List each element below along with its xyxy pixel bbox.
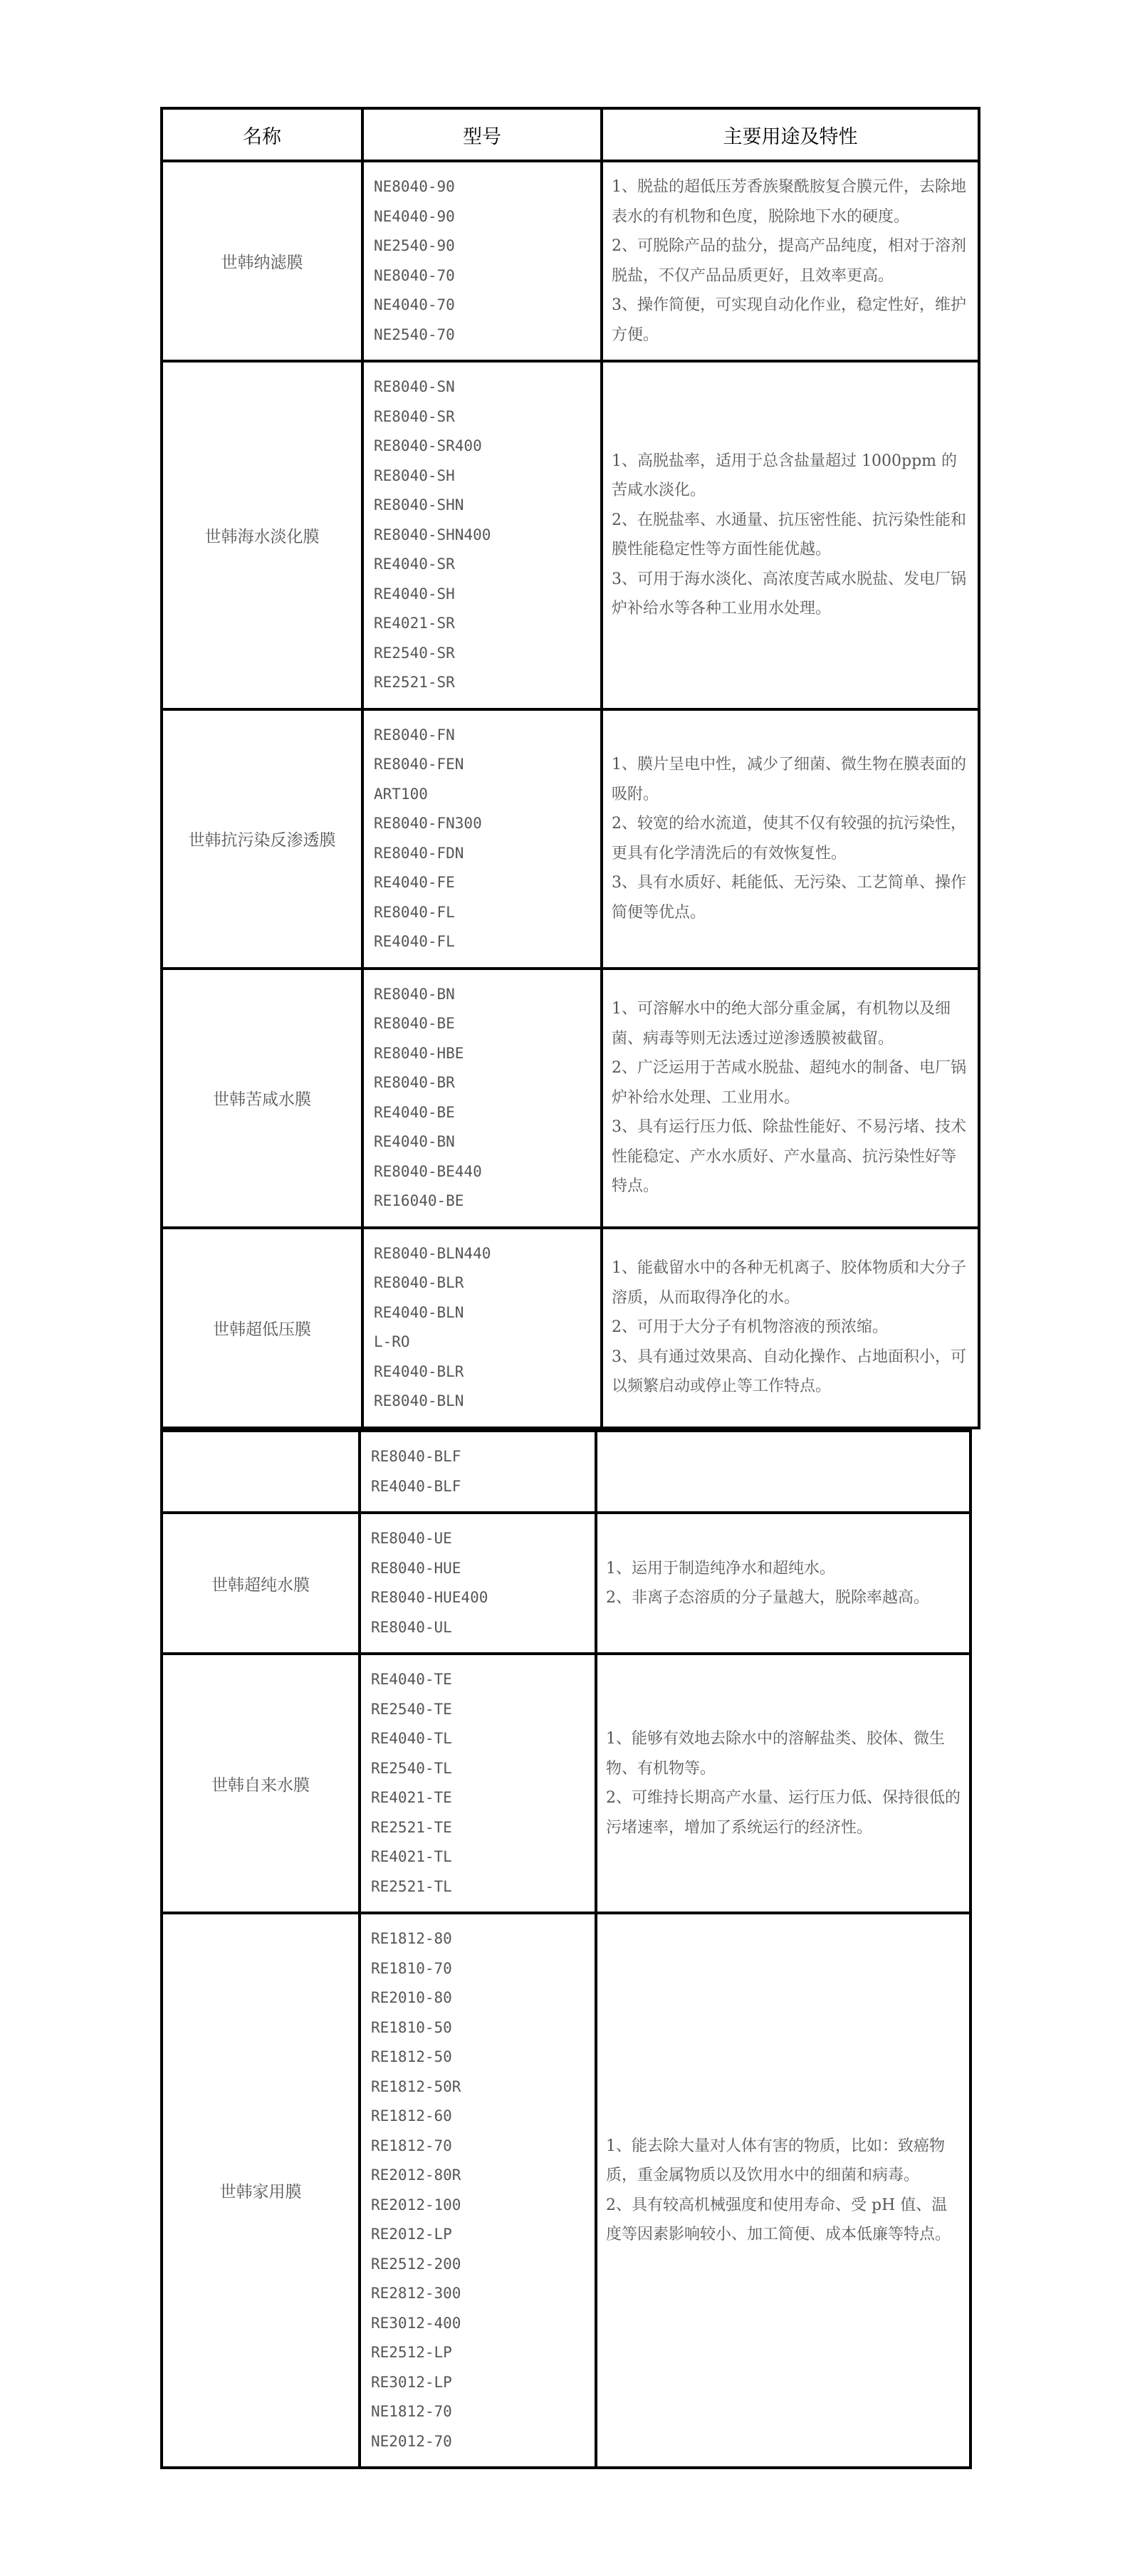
model-number: RE4040-BLF: [371, 1477, 461, 1495]
membrane-table-part-1: [160, 107, 980, 1429]
model-number: RE8040-FDN: [374, 844, 464, 862]
model-list: [360, 1654, 596, 1913]
product-name: [162, 1431, 360, 1513]
table-row: [162, 1654, 971, 1913]
model-number: RE8040-BLN: [374, 1392, 464, 1409]
model-number: RE2010-80: [371, 1989, 452, 2006]
model-number: RE4040-TL: [371, 1730, 452, 1747]
model-number: NE2540-70: [374, 325, 455, 343]
usage-description: [596, 1913, 971, 2468]
usage-point: 2、可维持长期高产水量、运行压力低、保持很低的污堵速率，增加了系统运行的经济性。: [606, 1789, 961, 1837]
model-number: RE2512-200: [371, 2255, 461, 2273]
usage-point: 1、能够有效地去除水中的溶解盐类、胶体、微生物、有机物等。: [606, 1730, 945, 1778]
model-number: RE8040-BR: [374, 1074, 455, 1091]
model-number: RE8040-UE: [371, 1530, 452, 1547]
usage-description: [602, 969, 979, 1228]
model-number: RE4040-BN: [374, 1133, 455, 1150]
usage-description: [596, 1513, 971, 1654]
model-number: RE8040-SN: [374, 378, 455, 395]
model-number: NE4040-90: [374, 207, 455, 225]
table-row: [162, 361, 979, 709]
product-name: 世韩海水淡化膜: [162, 361, 362, 709]
model-number: RE8040-HUE400: [371, 1589, 488, 1606]
model-number: RE16040-BE: [374, 1192, 464, 1209]
model-number: RE1812-50R: [371, 2077, 461, 2095]
usage-point: 2、在脱盐率、水通量、抗压密性能、抗污染性能和膜性能稳定性等方面性能优越。: [612, 511, 966, 559]
model-number: RE4021-TL: [371, 1848, 452, 1865]
model-number: RE2521-TE: [371, 1818, 452, 1836]
table-body-2: [162, 1431, 971, 2468]
model-number: RE3012-400: [371, 2314, 461, 2332]
model-number: RE8040-HUE: [371, 1559, 461, 1577]
product-name: 世韩自来水膜: [162, 1654, 360, 1913]
model-number: RE8040-SR400: [374, 437, 482, 454]
model-number: L-RO: [374, 1333, 410, 1350]
model-number: RE2540-SR: [374, 644, 455, 662]
model-number: NE1812-70: [371, 2403, 452, 2420]
table-row: [162, 1913, 971, 2468]
model-list: [362, 361, 602, 709]
model-number: RE8040-HBE: [374, 1044, 464, 1062]
model-number: RE2540-TL: [371, 1759, 452, 1777]
usage-description: [596, 1654, 971, 1913]
table-row: [162, 1513, 971, 1654]
model-list: [362, 1228, 602, 1428]
membrane-table-part-2: [160, 1429, 972, 2469]
usage-description: [596, 1431, 971, 1513]
model-number: RE8040-BE440: [374, 1162, 482, 1180]
model-list: [362, 969, 602, 1228]
model-number: RE4021-SR: [374, 615, 455, 632]
model-number: RE1812-50: [371, 2048, 452, 2065]
usage-point: 2、较宽的给水流道，使其不仅有较强的抗污染性，更具有化学清洗后的有效恢复性。: [612, 815, 966, 862]
model-number: RE8040-BLF: [371, 1448, 461, 1465]
header-model: 型号: [362, 108, 602, 161]
model-number: RE8040-BN: [374, 985, 455, 1003]
usage-point: 2、可用于大分子有机物溶液的预浓缩。: [612, 1318, 888, 1337]
model-number: RE2540-TE: [371, 1700, 452, 1718]
table-row: [162, 709, 979, 969]
usage-point: 3、可用于海水淡化、高浓度苦咸水脱盐、发电厂锅炉补给水等各种工业用水处理。: [612, 570, 966, 618]
model-number: RE4021-TE: [371, 1789, 452, 1806]
model-number: RE4040-BLN: [374, 1303, 464, 1321]
model-number: RE8040-SHN: [374, 496, 464, 513]
model-number: RE1812-60: [371, 2107, 452, 2124]
usage-description: [602, 709, 979, 969]
model-number: RE8040-FEN: [374, 756, 464, 773]
model-number: RE8040-BE: [374, 1015, 455, 1032]
model-number: RE2012-80R: [371, 2166, 461, 2184]
product-name: 世韩抗污染反渗透膜: [162, 709, 362, 969]
model-number: RE8040-FN: [374, 726, 455, 744]
model-number: RE4040-TE: [371, 1671, 452, 1688]
model-list: [360, 1431, 596, 1513]
table-row: [162, 1228, 979, 1428]
model-number: RE8040-BLN440: [374, 1244, 491, 1262]
model-number: RE2521-SR: [374, 674, 455, 691]
table-row: [162, 969, 979, 1228]
usage-point: 3、具有运行压力低、除盐性能好、不易污堵、技术性能稳定、产水水质好、产水量高、抗污染性好等特点。: [612, 1118, 966, 1196]
usage-description: [602, 1228, 979, 1428]
usage-point: 1、能去除大量对人体有害的物质，比如：致癌物质，重金属物质以及饮用水中的细菌和病毒。: [606, 2137, 945, 2184]
model-list: [360, 1913, 596, 2468]
model-number: NE4040-70: [374, 296, 455, 313]
model-number: NE2540-90: [374, 237, 455, 254]
model-number: RE8040-SH: [374, 466, 455, 484]
model-list: [362, 161, 602, 361]
product-name: 世韩超低压膜: [162, 1228, 362, 1428]
usage-point: 3、操作简便，可实现自动化作业，稳定性好，维护方便。: [612, 296, 966, 344]
model-number: RE8040-SR: [374, 407, 455, 425]
model-number: RE4040-FL: [374, 933, 455, 950]
usage-point: 2、非离子态溶质的分子量越大，脱除率越高。: [606, 1589, 929, 1607]
table-row: [162, 1431, 971, 1513]
usage-point: 2、具有较高机械强度和使用寿命、受 pH 值、温度等因素影响较小、加工简便、成本低廉等特点。: [606, 2196, 951, 2243]
usage-point: 1、可溶解水中的绝大部分重金属，有机物以及细菌、病毒等则无法透过逆渗透膜被截留。: [612, 1000, 951, 1048]
usage-point: 3、具有通过效果高、自动化操作、占地面积小，可以频繁启动或停止等工作特点。: [612, 1347, 966, 1396]
product-name: 世韩家用膜: [162, 1913, 360, 2468]
usage-point: 3、具有水质好、耗能低、无污染、工艺简单、操作简便等优点。: [612, 874, 966, 922]
model-number: RE8040-SHN400: [374, 526, 491, 543]
model-number: RE3012-LP: [371, 2373, 452, 2391]
usage-point: 1、高脱盐率，适用于总含盐量超过 1000ppm 的苦咸水淡化。: [612, 452, 958, 500]
model-number: RE4040-FE: [374, 874, 455, 891]
model-number: RE8040-FL: [374, 903, 455, 921]
model-number: RE2521-TL: [371, 1877, 452, 1895]
usage-point: 1、膜片呈电中性，减少了细菌、微生物在膜表面的吸附。: [612, 756, 966, 803]
usage-point: 1、脱盐的超低压芳香族聚酰胺复合膜元件，去除地表水的有机物和色度，脱除地下水的硬度。: [612, 178, 966, 226]
usage-description: [602, 361, 979, 709]
usage-point: 2、广泛运用于苦咸水脱盐、超纯水的制备、电厂锅炉补给水处理、工业用水。: [612, 1059, 966, 1107]
model-number: RE1812-80: [371, 1930, 452, 1947]
model-number: RE4040-SH: [374, 585, 455, 603]
header-row: [162, 108, 979, 161]
usage-description: [602, 161, 979, 361]
model-number: RE1810-70: [371, 1959, 452, 1977]
header-name: 名称: [162, 108, 362, 161]
table-body-1: [162, 161, 979, 1428]
product-name: 世韩苦咸水膜: [162, 969, 362, 1228]
product-name: 世韩纳滤膜: [162, 161, 362, 361]
usage-point: 1、能截留水中的各种无机离子、胶体物质和大分子溶质，从而取得净化的水。: [612, 1259, 966, 1307]
model-number: RE8040-FN300: [374, 815, 482, 832]
table-row: [162, 161, 979, 361]
model-list: [362, 709, 602, 969]
model-number: ART100: [374, 785, 428, 803]
header-usage: 主要用途及特性: [602, 108, 979, 161]
model-number: RE2012-LP: [371, 2226, 452, 2243]
model-number: NE8040-90: [374, 178, 455, 195]
model-number: NE2012-70: [371, 2432, 452, 2450]
model-number: RE2512-LP: [371, 2344, 452, 2361]
model-number: RE2012-100: [371, 2196, 461, 2213]
model-number: RE8040-UL: [371, 1618, 452, 1636]
model-number: RE8040-BLR: [374, 1274, 464, 1291]
model-number: RE2812-300: [371, 2285, 461, 2302]
model-number: RE4040-BE: [374, 1103, 455, 1121]
usage-point: 1、运用于制造纯净水和超纯水。: [606, 1559, 835, 1578]
model-number: RE4040-BLR: [374, 1362, 464, 1380]
product-name: 世韩超纯水膜: [162, 1513, 360, 1654]
model-number: RE1810-50: [371, 2018, 452, 2036]
model-number: RE1812-70: [371, 2137, 452, 2154]
usage-point: 2、可脱除产品的盐分，提高产品纯度，相对于溶剂脱盐，不仅产品品质更好，且效率更高。: [612, 237, 966, 285]
model-number: RE4040-SR: [374, 556, 455, 573]
model-number: NE8040-70: [374, 266, 455, 284]
model-list: [360, 1513, 596, 1654]
